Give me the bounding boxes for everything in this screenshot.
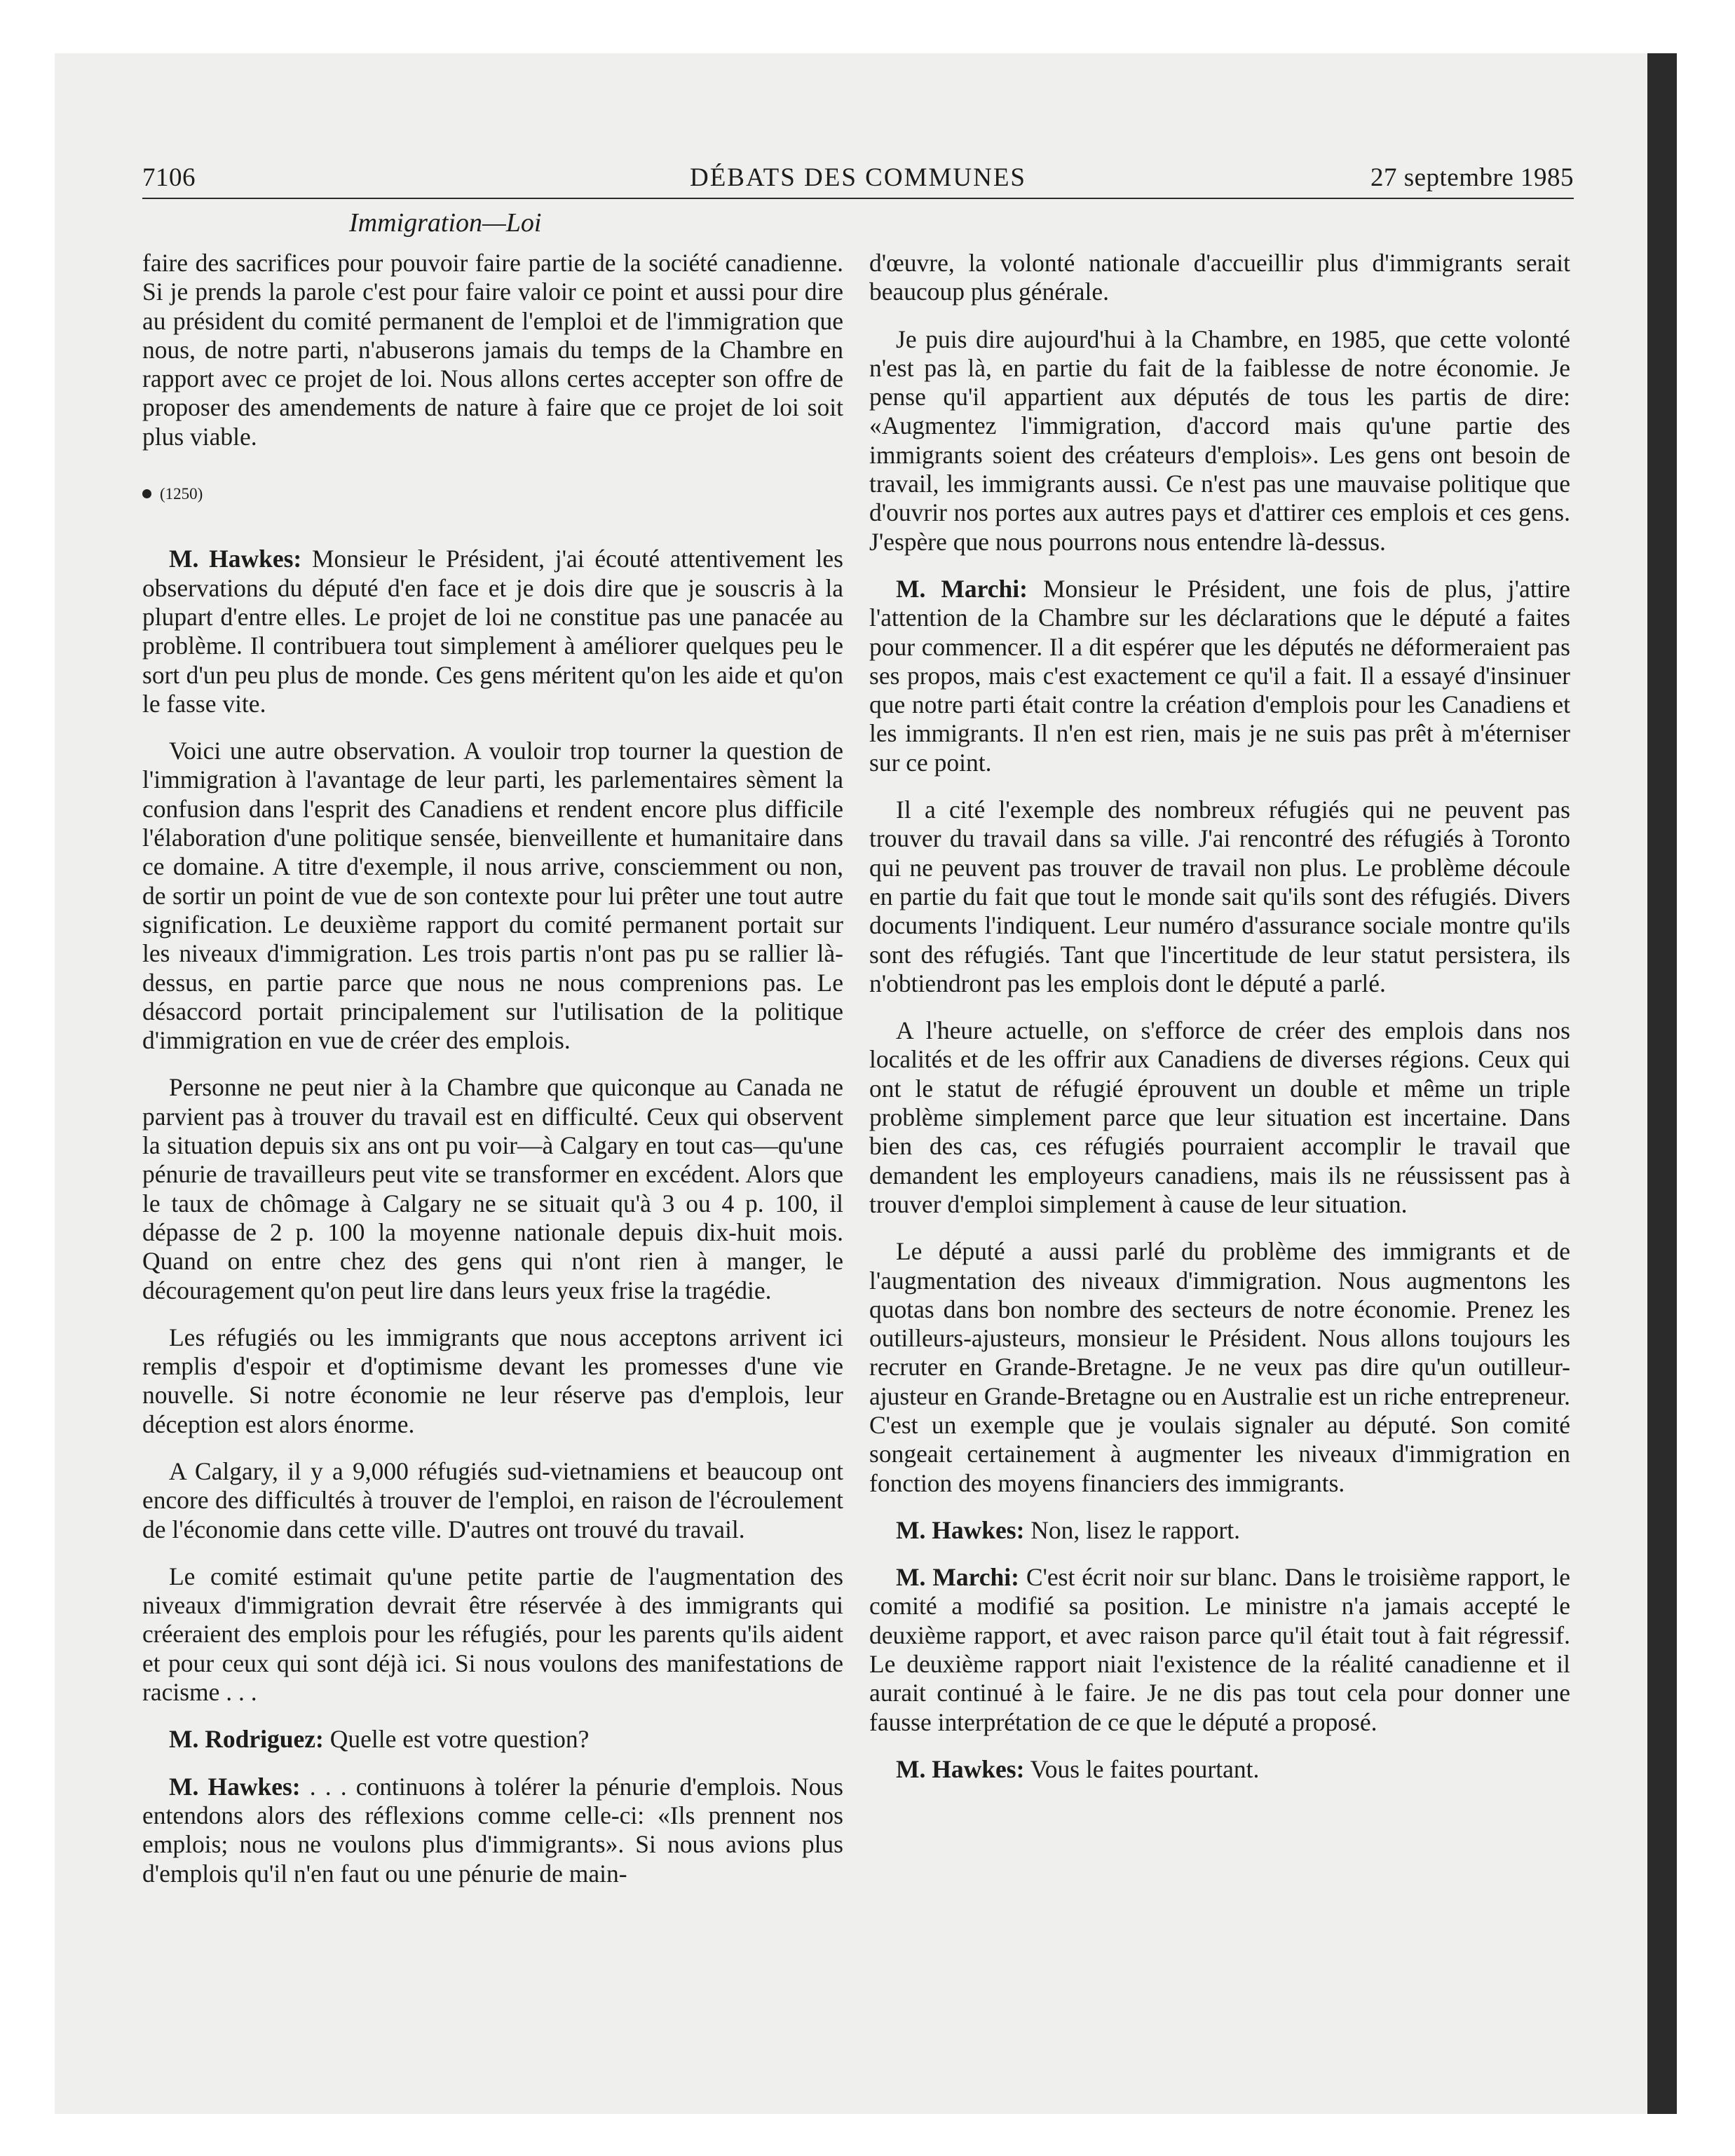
right-column (869, 249, 1570, 1802)
paragraph: A Calgary, il y a 9,000 réfugiés sud-vietnamiens et beaucoup ont encore des difficultés à trouver de l'emploi, en raison de l'écroulement de l'économie dans cette ville. D'autres ont trouvé du travail. (142, 1456, 843, 1543)
paragraph: Personne ne peut nier à la Chambre que quiconque au Canada ne parvient pas à trouver du travail est en difficulté. Ceux qui observent la situation depuis six ans ont pu voir—à Calgary en tout cas—qu'une pénurie de travailleurs peut vite se transformer en excédent. Alors que le taux de chômage à Calgary ne se situait qu'à 3 ou 4 p. 100, il dépasse de 2 p. 100 la moyenne nationale depuis dix-huit mois. Quand on entre chez des gens qui n'ont rien à manger, le découragement qu'on peut lire dans leurs yeux frise la tragédie. (142, 1073, 843, 1304)
paragraph (142, 545, 843, 718)
journal-title: DÉBATS DES COMMUNES (689, 163, 1026, 192)
bullet-icon (142, 489, 151, 498)
binding-edge (1647, 53, 1677, 2114)
time-marker-label: (1250) (160, 485, 203, 503)
speaker-name: M. Hawkes: (896, 1515, 1025, 1544)
speech-text: Quelle est votre question? (323, 1725, 590, 1754)
section-title: Immigration—Loi (349, 208, 542, 238)
paragraph (869, 1563, 1570, 1737)
speech-text: C'est écrit noir sur blanc. Dans le troisième rapport, le comité a modifié sa position. Le ministre n'a jamais accepté le deuxième rapport, et avec raison parce qu'il était tout à fait régressif. Le deuxième rapport niait l'existence de la réalité canadienne et il aurait continué à le faire. Je ne dis pas tout cela pour donner une fausse interprétation de ce que le député a proposé. (869, 1563, 1570, 1736)
page-header (142, 163, 1574, 198)
left-column (142, 249, 843, 1906)
page-number: 7106 (142, 163, 196, 192)
speech-text: Vous le faites pourtant. (1024, 1754, 1260, 1783)
paragraph: A l'heure actuelle, on s'efforce de créer des emplois dans nos localités et de les offrir aux Canadiens de diverses régions. Ceux qui ont le statut de réfugié éprouvent un double et même un triple problème simplement parce que leur situation est incertaine. Dans bien des cas, ces réfugiés pourraient accomplir le travail que demandent les employeurs canadiens, mais ils ne réussissent pas à trouver d'emploi simplement à cause de leur situation. (869, 1016, 1570, 1218)
speaker-name: M. Marchi: (896, 1563, 1019, 1592)
paragraph (869, 575, 1570, 777)
time-marker (142, 479, 843, 508)
paragraph: Je puis dire aujourd'hui à la Chambre, en 1985, que cette volonté n'est pas là, en partie du fait de la faiblesse de notre économie. Je pense qu'il appartient aux députés de tous les partis de dire: «Augmentez l'immigration, d'accord mais qu'une partie des immigrants soient des créateurs d'emplois». Les gens ont besoin de travail, les immigrants aussi. Ce n'est pas une mauvaise politique que d'ouvrir nos portes aux autres pays et d'attirer ces emplois et ces gens. J'espère que nous pourrons nous entendre là-dessus. (869, 325, 1570, 556)
speech-text: Monsieur le Président, j'ai écouté attentivement les observations du député d'en face et je dois dire que je souscris à la plupart d'entre elles. Le projet de loi ne constitue pas une panacée au problème. Il contribuera tout simplement à améliorer quelques peu le sort d'un peu plus de monde. Ces gens méritent qu'on les aide et qu'on le fasse vite. (142, 545, 843, 718)
speech-text: Non, lisez le rapport. (1024, 1515, 1240, 1544)
paragraph (142, 1773, 843, 1888)
header-rule (142, 198, 1574, 199)
speaker-name: M. Hawkes: (169, 1772, 301, 1801)
speech-text: . . . continuons à tolérer la pénurie d'emplois. Nous entendons alors des réflexions comme celle-ci: «Ils prennent nos emplois; nous ne voulons plus d'immigrants». Si nous avions plus d'emplois qu'il n'en faut ou une pénurie de main- (142, 1772, 843, 1888)
paragraph (142, 1725, 843, 1754)
speaker-name: M. Marchi: (896, 574, 1028, 603)
page-date: 27 septembre 1985 (1370, 163, 1574, 192)
paragraph (869, 1516, 1570, 1545)
speaker-name: M. Hawkes: (169, 545, 302, 573)
speaker-name: M. Rodriguez: (169, 1725, 324, 1754)
paragraph: Le comité estimait qu'une petite partie de l'augmentation des niveaux d'immigration devrait être réservée à des immigrants qui créeraient des emplois pour les réfugiés, pour les parents qu'ils aident et pour ceux qui sont déjà ici. Si nous voulons des manifestations de racisme . . . (142, 1562, 843, 1707)
paragraph: d'œuvre, la volonté nationale d'accueillir plus d'immigrants serait beaucoup plus générale. (869, 249, 1570, 306)
speech-text: Monsieur le Président, une fois de plus, j'attire l'attention de la Chambre sur les déclarations que le député a faites pour commencer. Il a dit espérer que les députés ne déformeraient pas ses propos, mais c'est exactement ce qu'il a fait. Il a essayé d'insinuer que notre parti était contre la création d'emplois pour les Canadiens et les immigrants. Il n'en est rien, mais je ne suis pas prêt à m'éterniser sur ce point. (869, 574, 1570, 777)
paragraph: Il a cité l'exemple des nombreux réfugiés qui ne peuvent pas trouver du travail dans sa ville. J'ai rencontré des réfugiés à Toronto qui ne peuvent pas trouver de travail non plus. Le problème découle en partie du fait que tout le monde sait qu'ils sont des réfugiés. Divers documents l'indiquent. Leur numéro d'assurance sociale montre qu'ils sont des réfugiés. Tant que l'incertitude de leur statut persistera, ils n'obtiendront pas les emplois dont le député a parlé. (869, 796, 1570, 997)
paragraph (869, 1755, 1570, 1784)
paragraph: Voici une autre observation. A vouloir trop tourner la question de l'immigration à l'avantage de leur parti, les parlementaires sèment la confusion dans l'esprit des Canadiens et rendent encore plus difficile l'élaboration d'une politique sensée, bienveillente et humanitaire dans ce domaine. A titre d'exemple, il nous arrive, consciemment ou non, de sortir un point de vue de son contexte pour lui prêter une tout autre signification. Le deuxième rapport du comité permanent portait sur les niveaux d'immigration. Les trois partis n'ont pas pu se rallier là-dessus, en partie parce que nous ne nous comprenions pas. Le désaccord portait principalement sur l'utilisation de la politique d'immigration en vue de créer des emplois. (142, 737, 843, 1055)
paragraph: faire des sacrifices pour pouvoir faire partie de la société canadienne. Si je prends la parole c'est pour faire valoir ce point et aussi pour dire au président du comité permanent de l'emploi et de l'immigration que nous, de notre parti, n'abuserons jamais du temps de la Chambre en rapport avec ce projet de loi. Nous allons certes accepter son offre de proposer des amendements de nature à faire que ce projet de loi soit plus viable. (142, 249, 843, 451)
paragraph: Le député a aussi parlé du problème des immigrants et de l'augmentation des niveaux d'immigration. Nous augmentons les quotas dans bon nombre des secteurs de notre économie. Prenez les outilleurs-ajusteurs, monsieur le Président. Nous allons toujours les recruter en Grande-Bretagne. Je ne veux pas dire qu'un outilleur-ajusteur en Grande-Bretagne ou en Australie est un riche entrepreneur. C'est un exemple que je voulais signaler au député. Son comité songeait certainement à augmenter les niveaux d'immigration en fonction des moyens financiers des immigrants. (869, 1237, 1570, 1497)
paragraph: Les réfugiés ou les immigrants que nous acceptons arrivent ici remplis d'espoir et d'optimisme devant les promesses d'une vie nouvelle. Si notre économie ne leur réserve pas d'emplois, leur déception est alors énorme. (142, 1323, 843, 1438)
speaker-name: M. Hawkes: (896, 1754, 1025, 1783)
